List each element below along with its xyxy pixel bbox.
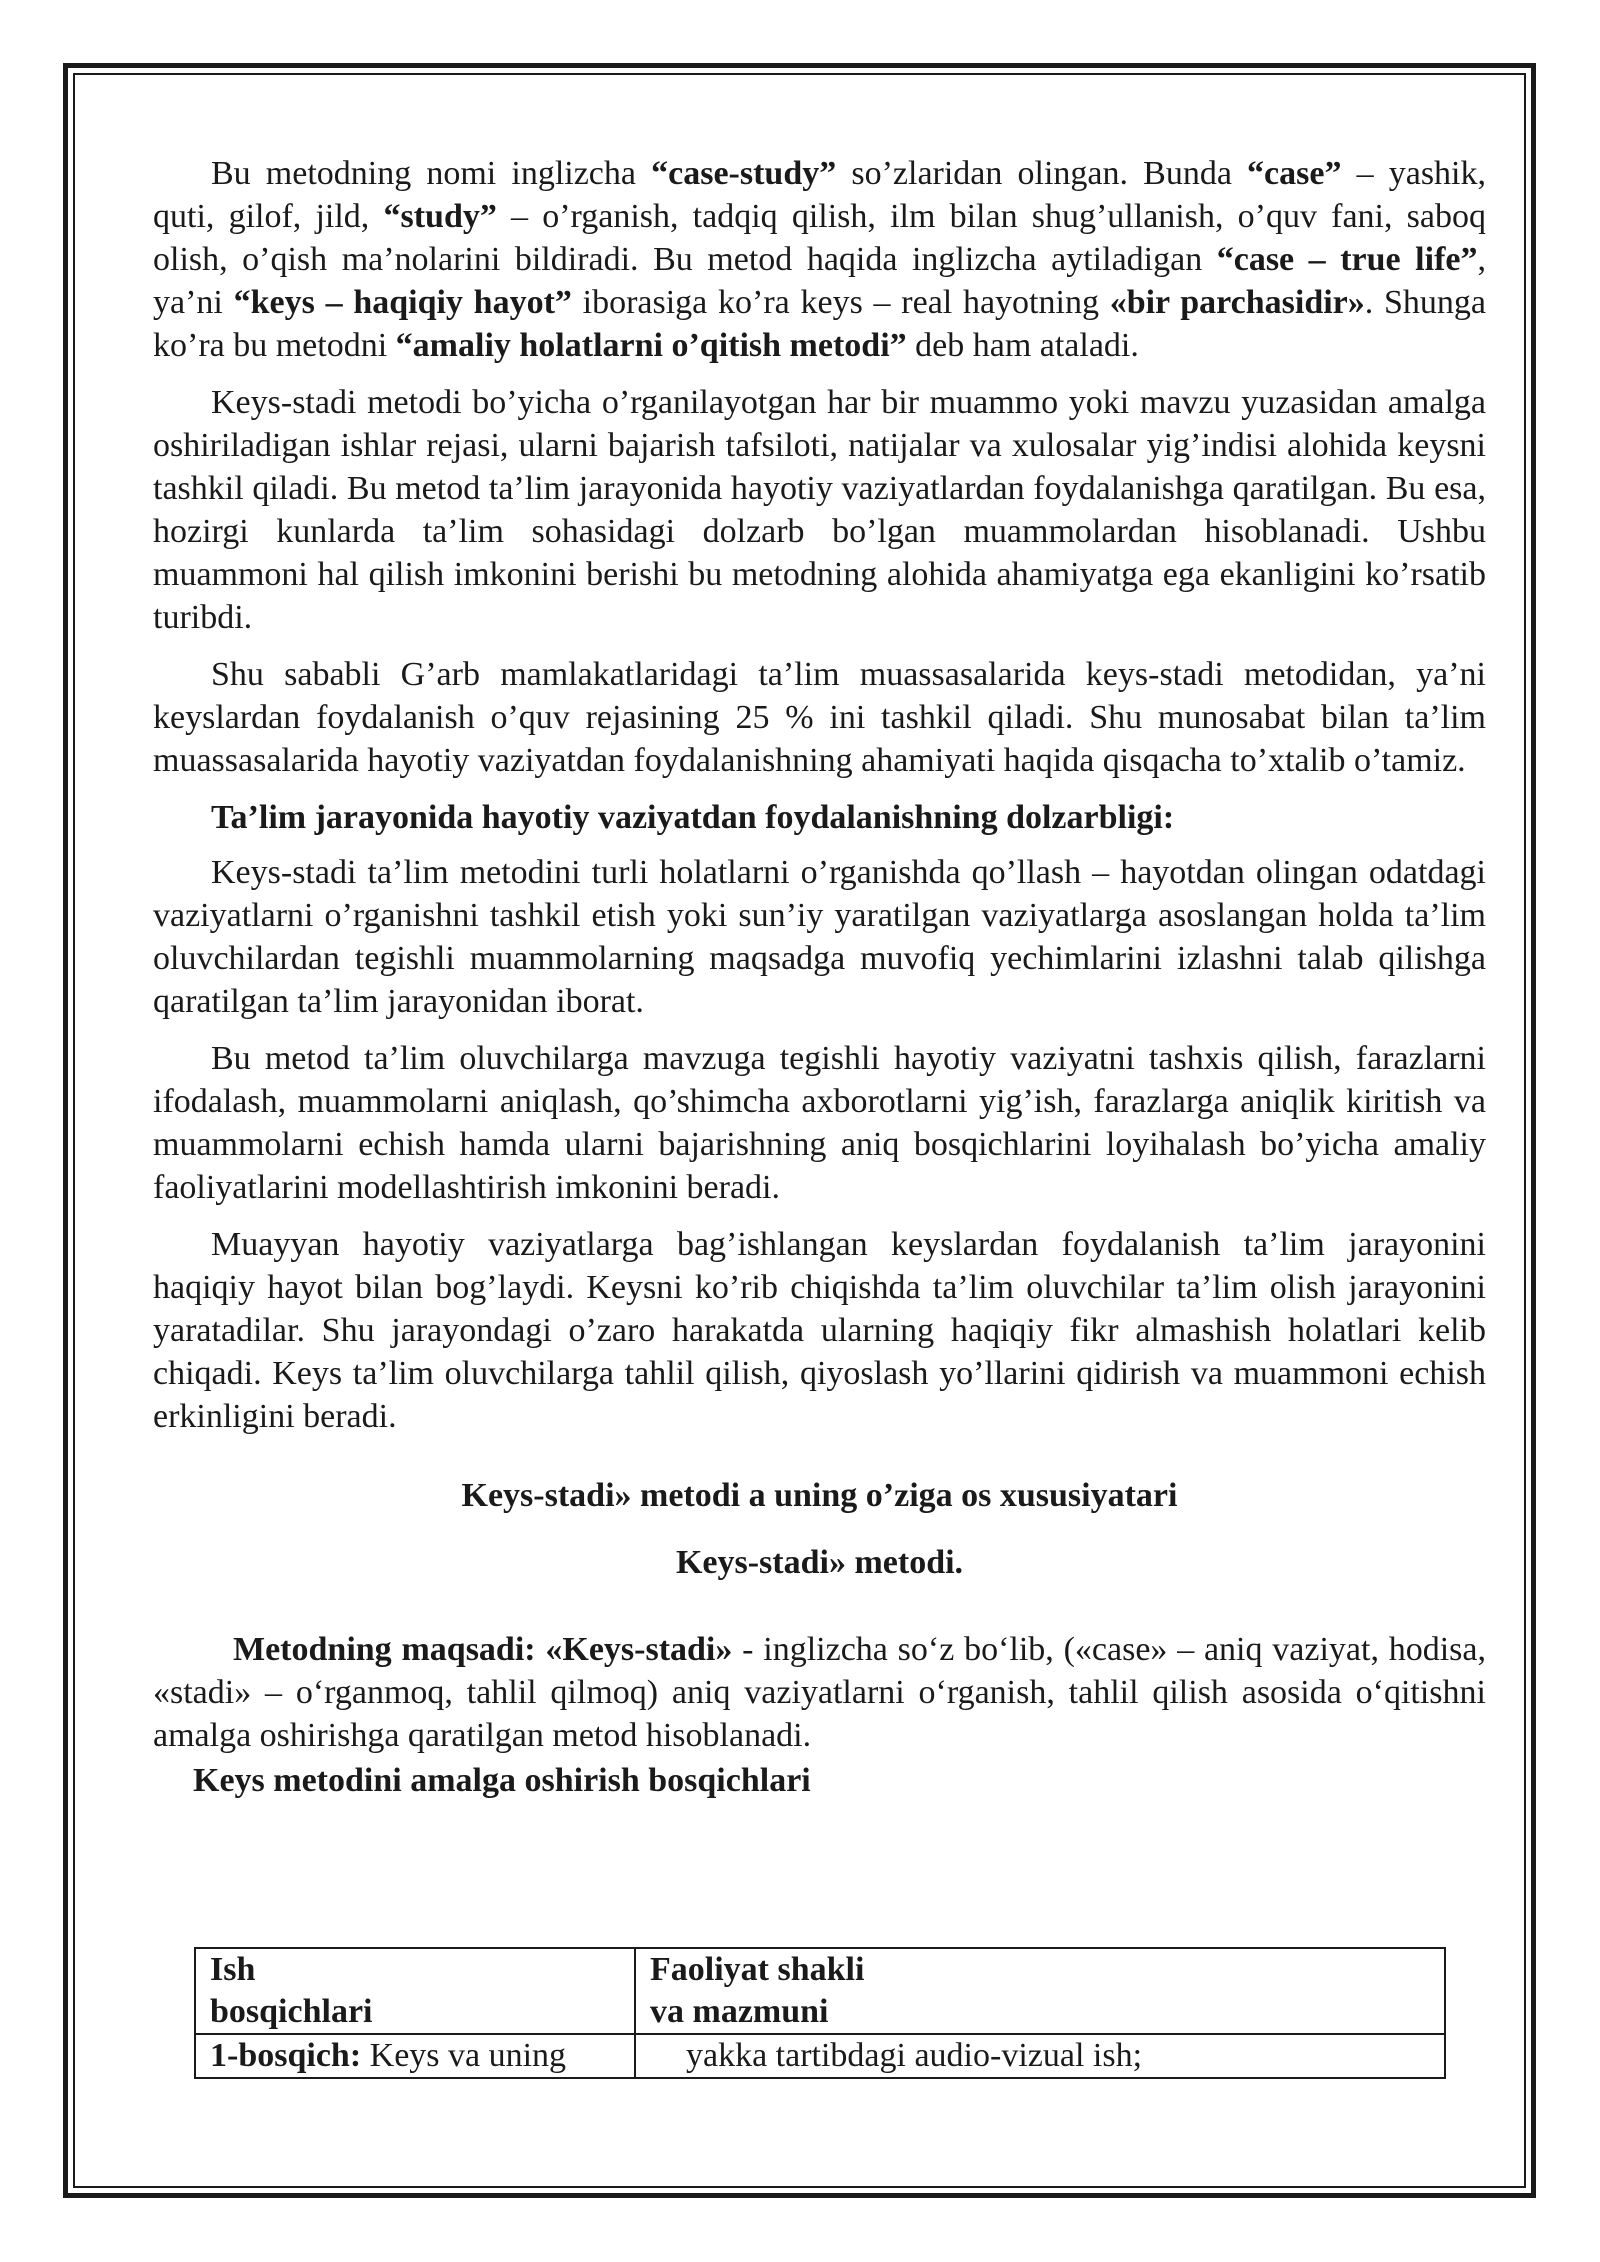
- steps-table: [194, 1947, 1446, 2079]
- text-run: . Shunga ko’ra bu metodni: [153, 284, 1487, 364]
- header-line: Faoliyat shakli: [650, 1951, 865, 1988]
- paragraph-intro: [153, 152, 1486, 367]
- term-bir-parchasidir: «bir parchasidir»: [1109, 284, 1365, 321]
- paragraph-6: Muayyan hayotiy vaziyatlarga bag’ishlangan keyslardan foydalanish ta’lim jarayonini haqiqiy hayot bilan bog’laydi. Keysni ko’rib chiqishda ta’lim oluvchilar ta’lim olish jarayonini yaratadilar. Shu jarayondagi o’zaro harakatda ularning haqiqiy fikr almashish holatlari kelib chiqadi. Keys ta’lim oluvchilarga tahlil qilish, qiyoslash yo’llarini qidirish va muammoni echish erkinligini beradi.: [153, 1226, 1486, 1435]
- goal-text: - inglizcha so‘z bo‘lib, («case» – aniq vaziyat, hodisa, «stadi» – o‘rganmoq, tahlil qilmoq) aniq vaziyatlarni o‘rganish, tahlil qilish asosida o‘qitishni amalga oshirishga qaratilgan metod hisoblanadi.: [153, 1631, 1486, 1754]
- section-title: Keys-stadi» metodi a uning o’ziga os xususiyatari: [461, 1477, 1178, 1514]
- table-row: [195, 2034, 1445, 2078]
- text-run: , ya’ni: [153, 241, 1486, 321]
- steps-table-title: Keys metodini amalga oshirish bosqichlari: [193, 1762, 811, 1799]
- document-body: [153, 152, 1486, 1801]
- paragraph-5: Bu metod ta’lim oluvchilarga mavzuga tegishli hayotiy vaziyatni tashxis qilish, farazlarni ifodalash, muammolarni aniqlash, qo’shimcha axborotlarni yig’ish, farazlarga aniqlik kiritish va muammolarni echish hamda ularni bajarishning aniq bosqichlarini loyihalash bo’yicha amaliy faoliyatlarini modellashtirish imkonini beradi.: [153, 1040, 1486, 1206]
- header-line: Ish: [210, 1951, 256, 1988]
- paragraph-4: Keys-stadi ta’lim metodini turli holatlarni o’rganishda qo’llash – hayotdan olingan odatdagi vaziyatlarni o’rganishni tashkil etish yoki sun’iy yaratilgan vaziyatlarga asoslangan holda ta’lim oluvchilardan tegishli muammolarning maqsadga muvofiq yechimlarini izlashni talab qilishga qaratilgan ta’lim jarayonidan iborat.: [153, 854, 1486, 1020]
- term-case: “case”: [1247, 155, 1342, 192]
- step-label: 1-bosqich:: [210, 2037, 362, 2074]
- term-amaliy-holatlar: “amaliy holatlarni o’qitish metodi”: [395, 327, 907, 364]
- text-run: – o’rganish, tadqiq qilish, ilm bilan shug’ullanish, o’quv fani, saboq olish, o’qish ma’nolarini bildiradi. Bu metod haqida inglizcha aytiladigan: [153, 198, 1486, 278]
- text-run: iborasiga ko’ra keys – real hayotning: [571, 284, 1110, 321]
- paragraph-3: Shu sababli G’arb mamlakatlaridagi ta’lim muassasalarida keys-stadi metodidan, ya’ni keyslardan foydalanish o’quv rejasining 25 % ini tashkil qiladi. Shu munosabat bilan ta’lim muassasalarida hayotiy vaziyatdan foydalanishning ahamiyati haqida qisqacha to’xtalib o’tamiz.: [153, 656, 1486, 779]
- goal-label: Metodning maqsadi: «Keys-stadi»: [233, 1631, 733, 1668]
- text-run: deb ham ataladi.: [906, 327, 1139, 364]
- term-study: “study”: [383, 198, 497, 235]
- goal-paragraph: [153, 1628, 1486, 1757]
- text-run: – yashik, quti, gilof, jild,: [153, 155, 1486, 235]
- step-text: Keys va uning: [361, 2037, 567, 2074]
- text-run: so’zlaridan olingan. Bunda: [836, 155, 1248, 192]
- header-cell-stages: [195, 1948, 635, 2034]
- subheading: Ta’lim jarayonida hayotiy vaziyatdan foydalanishning dolzarbligi:: [211, 799, 1175, 836]
- activity-cell: yakka tartibdagi audio-vizual ish;: [635, 2034, 1445, 2078]
- term-keys-haqiqiy-hayot: “keys – haqiqiy hayot”: [233, 284, 572, 321]
- method-title: Keys-stadi» metodi.: [675, 1544, 964, 1581]
- text-run: Bu metodning nomi inglizcha: [211, 155, 652, 192]
- term-case-true-life: “case – true life”: [1216, 241, 1478, 278]
- header-line: va mazmuni: [650, 1993, 829, 2030]
- header-cell-activity: [635, 1948, 1445, 2034]
- term-case-study: “case-study”: [651, 155, 837, 192]
- header-line: bosqichlari: [210, 1993, 373, 2030]
- step-cell: [195, 2034, 635, 2078]
- paragraph-2: Keys-stadi metodi bo’yicha o’rganilayotgan har bir muammo yoki mavzu yuzasidan amalga oshiriladigan ishlar rejasi, ularni bajarish tafsiloti, natijalar va xulosalar yig’indisi alohida keysni tashkil qiladi. Bu metod ta’lim jarayonida hayotiy vaziyatlardan foydalanishga qaratilgan. Bu esa, hozirgi kunlarda ta’lim sohasidagi dolzarb bo’lgan muammolardan hisoblanadi. Ushbu muammoni hal qilish imkonini berishi bu metodning alohida ahamiyatga ega ekanligini ko’rsatib turibdi.: [153, 384, 1486, 636]
- table-header-row: [195, 1948, 1445, 2034]
